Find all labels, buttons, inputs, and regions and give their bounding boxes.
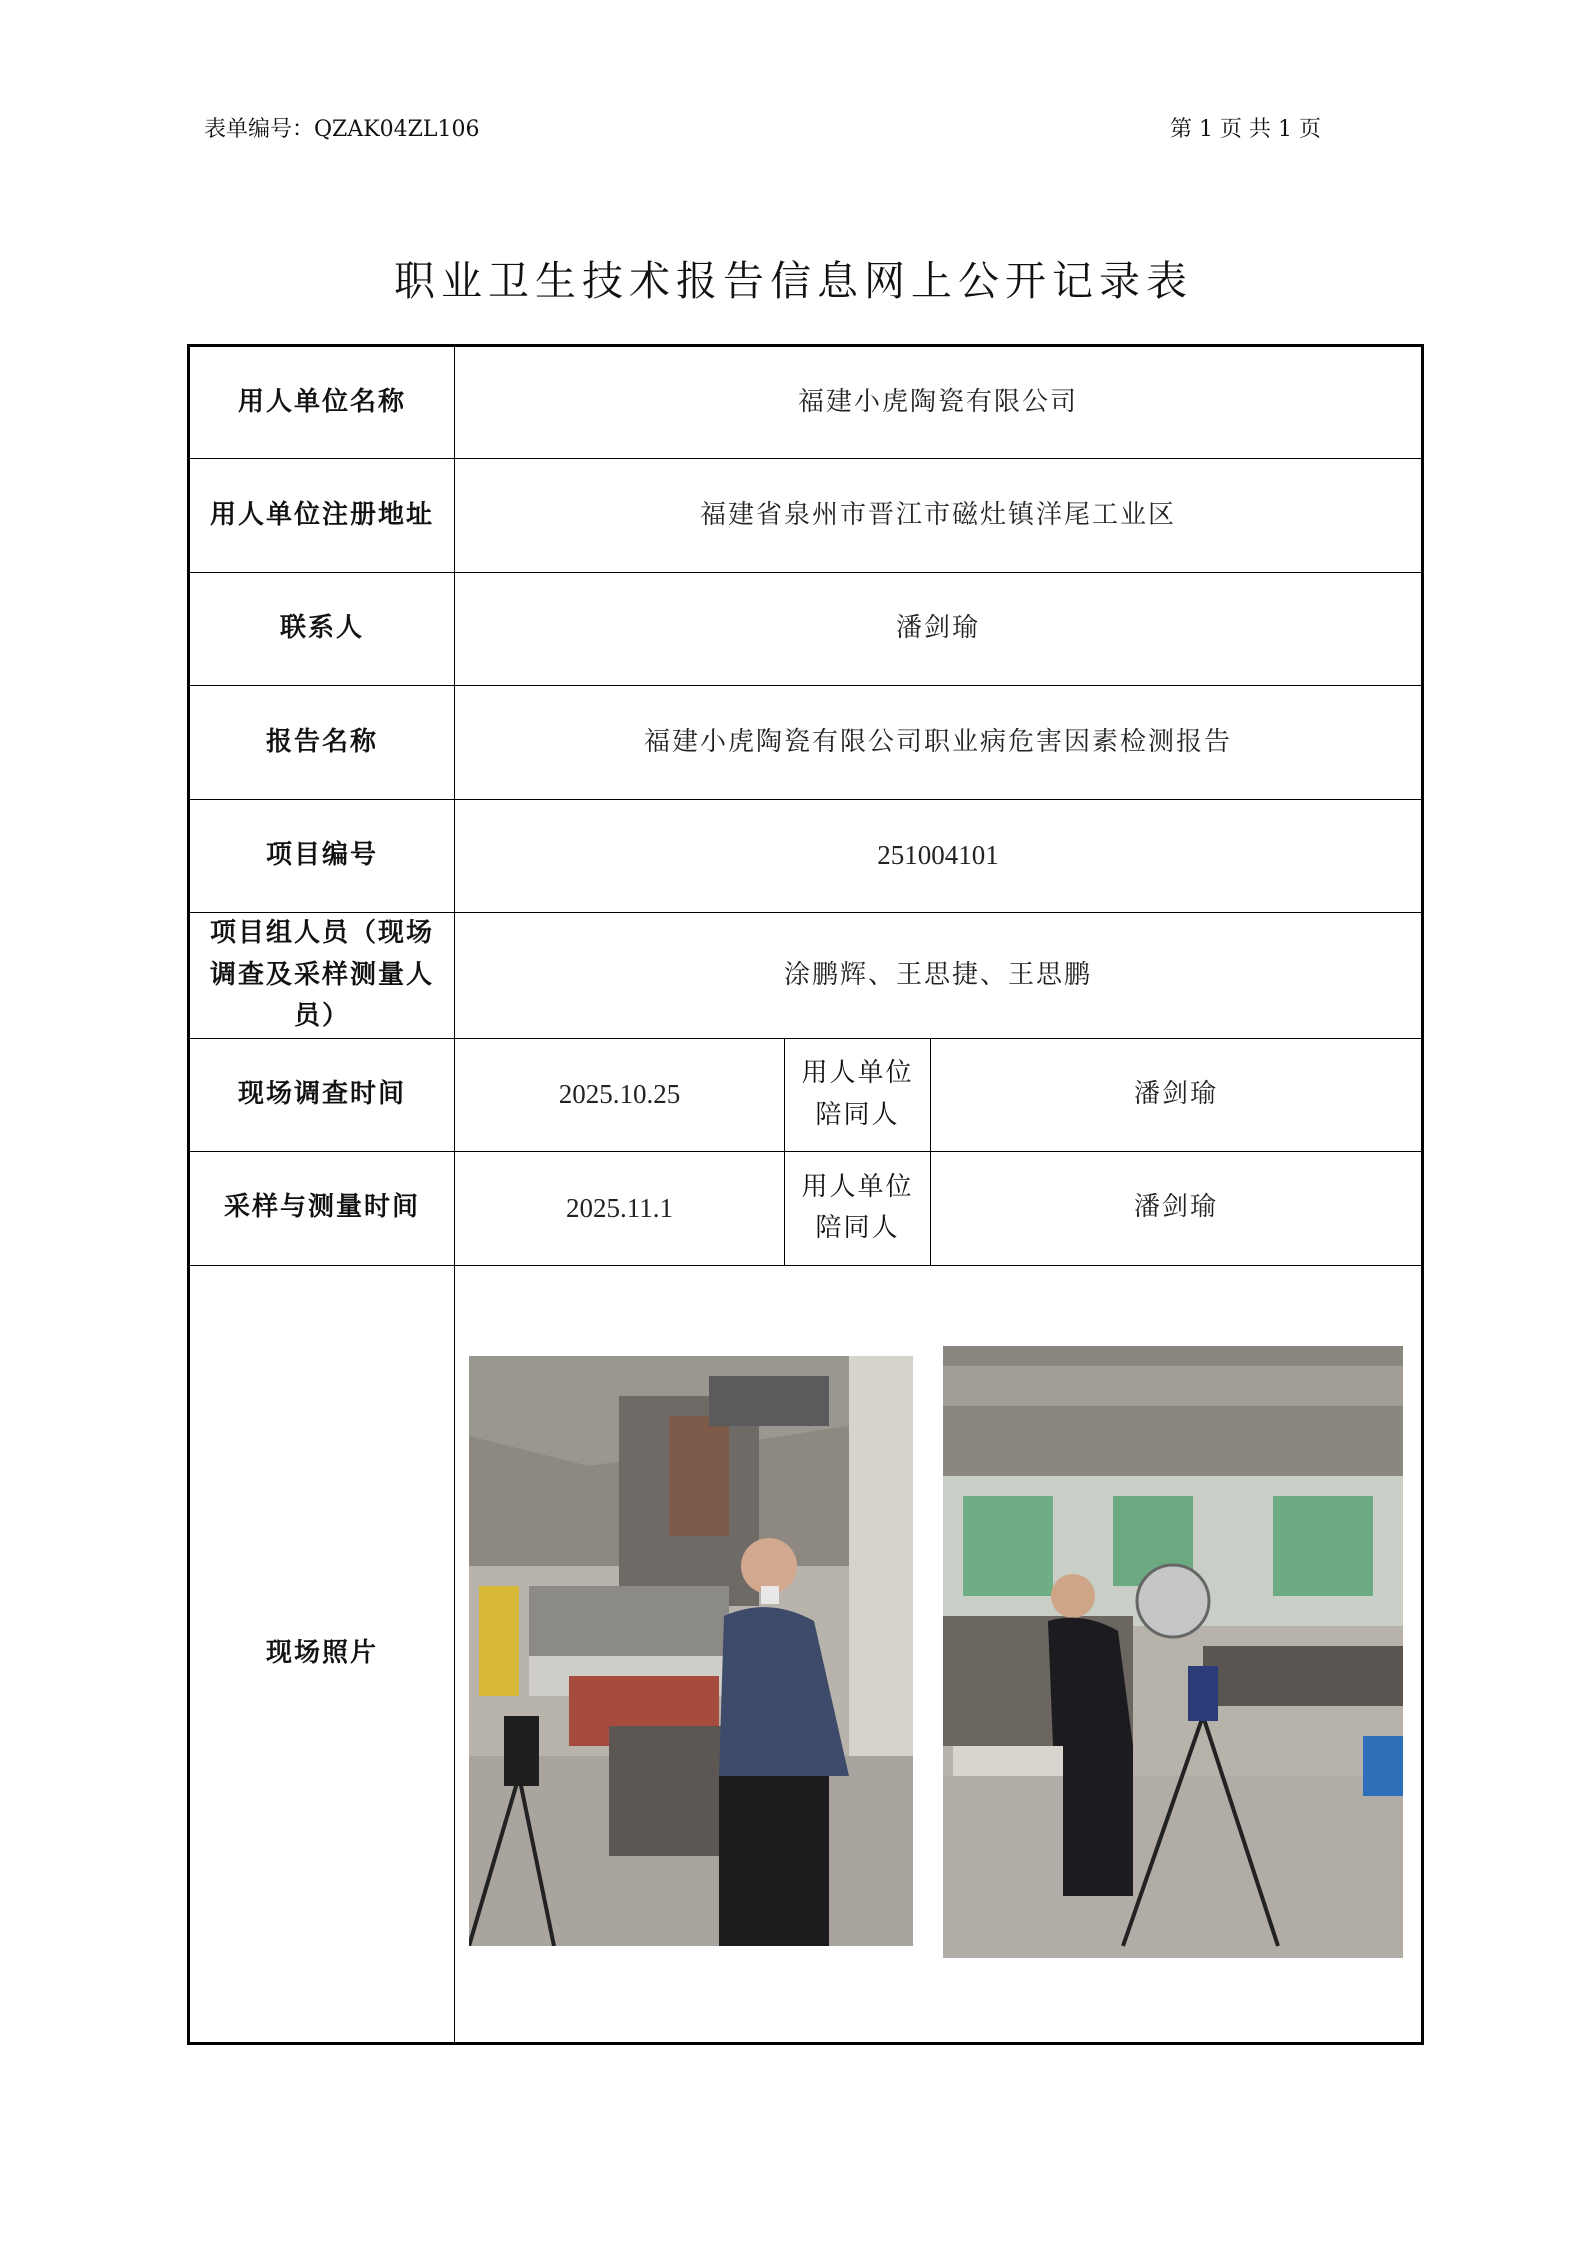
row-project-no: [189, 800, 1423, 913]
row-contact: [189, 573, 1423, 686]
sampling-companion: 潘剑瑜: [931, 1151, 1423, 1265]
unit-name-value: 福建小虎陶瓷有限公司: [455, 346, 1423, 459]
page-info: 第 1 页 共 1 页: [1170, 117, 1321, 142]
row-photos: [189, 1265, 1423, 2043]
project-no-value: 251004101: [455, 800, 1423, 913]
address-label: 用人单位注册地址: [189, 459, 455, 573]
photos-label: 现场照片: [189, 1265, 455, 2043]
survey-companion-label: 用人单位陪同人: [785, 1038, 931, 1151]
report-name-label: 报告名称: [189, 686, 455, 800]
photo-factory-press: [469, 1356, 913, 1946]
survey-date: 2025.10.25: [455, 1038, 785, 1151]
sampling-time-label: 采样与测量时间: [189, 1151, 455, 1265]
unit-name-label: 用人单位名称: [189, 346, 455, 459]
photo-worker-tripod: [943, 1346, 1403, 1958]
photo-area: [455, 1266, 1421, 2042]
contact-value: 潘剑瑜: [455, 573, 1423, 686]
row-sampling: [189, 1151, 1423, 1265]
row-report-name: [189, 686, 1423, 800]
contact-label: 联系人: [189, 573, 455, 686]
team-label: 项目组人员（现场调查及采样测量人员）: [189, 913, 455, 1039]
sampling-companion-label: 用人单位陪同人: [785, 1151, 931, 1265]
page-title: 职业卫生技术报告信息网上公开记录表: [394, 257, 1193, 305]
address-value: 福建省泉州市晋江市磁灶镇洋尾工业区: [455, 459, 1423, 573]
survey-time-label: 现场调查时间: [189, 1038, 455, 1151]
record-table: [187, 344, 1424, 2045]
row-team: [189, 913, 1423, 1039]
sampling-date: 2025.11.1: [455, 1151, 785, 1265]
report-name-value: 福建小虎陶瓷有限公司职业病危害因素检测报告: [455, 686, 1423, 800]
row-address: [189, 459, 1423, 573]
survey-companion: 潘剑瑜: [931, 1038, 1423, 1151]
team-value: 涂鹏辉、王思捷、王思鹏: [455, 913, 1423, 1039]
row-survey: [189, 1038, 1423, 1151]
form-number: 表单编号：QZAK04ZL106: [204, 117, 480, 142]
project-no-label: 项目编号: [189, 800, 455, 913]
row-unit-name: [189, 346, 1423, 459]
